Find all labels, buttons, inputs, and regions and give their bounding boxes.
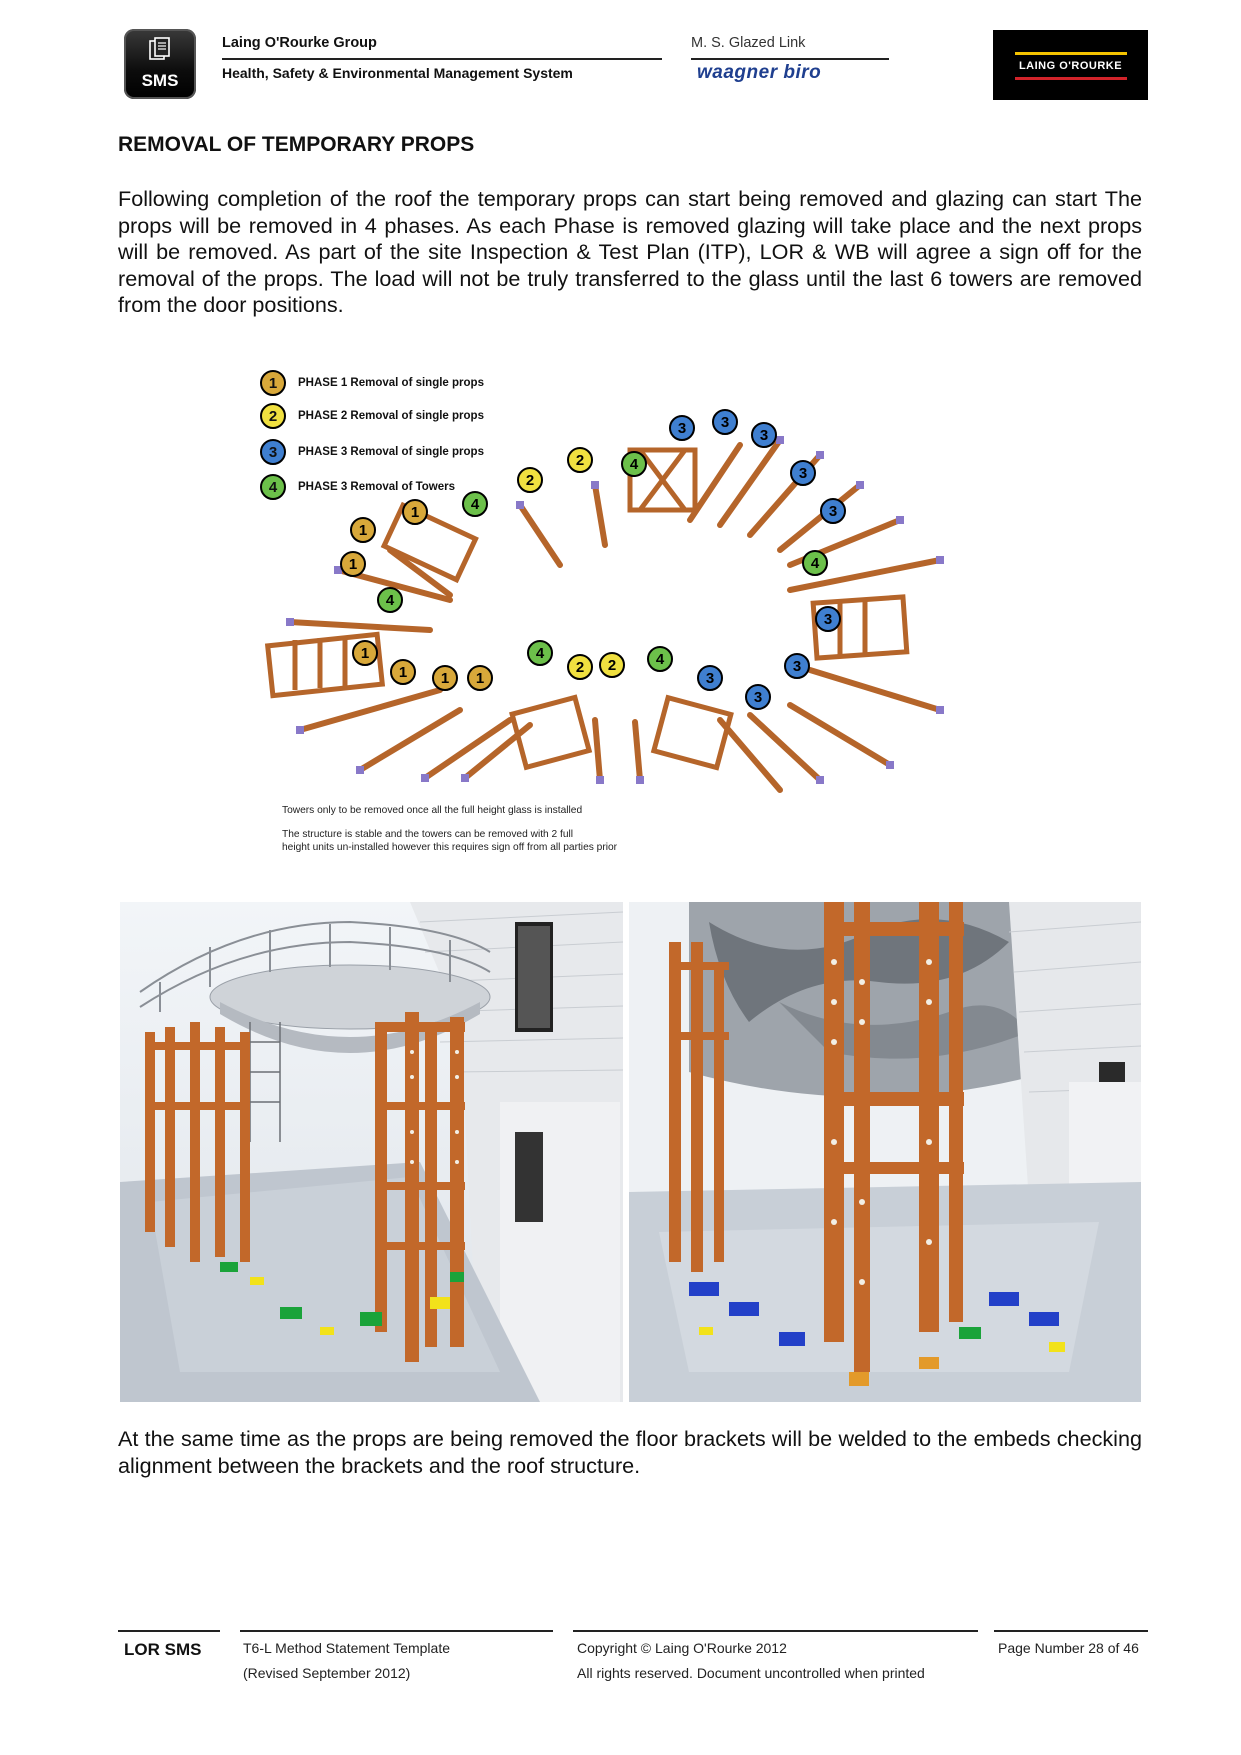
phase-marker xyxy=(816,607,840,631)
prop xyxy=(790,705,890,765)
prop-removal-diagram xyxy=(250,360,1010,870)
sms-logo xyxy=(124,29,196,99)
phase-marker xyxy=(746,685,770,709)
svg-text:3: 3 xyxy=(798,465,808,482)
svg-text:1: 1 xyxy=(348,556,358,573)
phase-marker xyxy=(698,666,722,690)
svg-text:1: 1 xyxy=(475,670,485,687)
svg-text:2: 2 xyxy=(607,657,617,674)
phase-marker xyxy=(752,423,776,447)
company-name: Laing O'Rourke Group xyxy=(222,35,377,51)
document-icon xyxy=(148,37,172,65)
svg-text:2: 2 xyxy=(525,472,535,489)
header-divider-2 xyxy=(691,58,889,60)
phase-marker xyxy=(463,492,487,516)
tower-note: Towers only to be removed once all the full height glass is installed xyxy=(282,805,583,816)
prop xyxy=(595,720,600,780)
phase-badge: 1 xyxy=(260,370,286,396)
section-title: REMOVAL OF TEMPORARY PROPS xyxy=(118,133,475,156)
footer-divider xyxy=(118,1630,220,1632)
svg-text:1: 1 xyxy=(410,504,420,521)
footer-template: T6-L Method Statement Template xyxy=(243,1640,450,1656)
svg-text:1: 1 xyxy=(358,522,368,539)
phase-marker xyxy=(648,647,672,671)
phase-marker xyxy=(568,448,592,472)
phase-marker xyxy=(600,653,624,677)
phase-marker xyxy=(353,641,377,665)
svg-text:2: 2 xyxy=(575,452,585,469)
system-name: Health, Safety & Environmental Management System xyxy=(222,65,573,81)
footer-divider xyxy=(240,1630,553,1632)
svg-text:4: 4 xyxy=(629,456,639,473)
prop xyxy=(810,670,940,710)
svg-text:4: 4 xyxy=(810,555,820,572)
phase-marker xyxy=(468,666,492,690)
prop xyxy=(290,622,430,630)
phase-marker xyxy=(803,551,827,575)
tower xyxy=(654,698,731,768)
svg-text:4: 4 xyxy=(385,592,395,609)
legend-label: PHASE 1 Removal of single props xyxy=(298,377,484,389)
laing-orourke-logo xyxy=(993,30,1148,100)
render-right-image xyxy=(629,902,1141,1402)
phase-marker xyxy=(821,499,845,523)
phase-marker xyxy=(568,655,592,679)
phase-marker xyxy=(341,552,365,576)
svg-text:1: 1 xyxy=(360,645,370,662)
phase-marker xyxy=(351,518,375,542)
project-name: M. S. Glazed Link xyxy=(691,35,806,51)
legend-label: PHASE 3 Removal of Towers xyxy=(298,481,455,493)
prop xyxy=(595,485,605,545)
stability-note-line1: The structure is stable and the towers can be removed with 2 full xyxy=(282,829,574,840)
header-divider xyxy=(222,58,662,60)
render-left-image xyxy=(120,902,623,1402)
phase-marker xyxy=(378,588,402,612)
phase-badge: 2 xyxy=(260,403,286,429)
intro-paragraph: Following completion of the roof the temporary props can start being removed and glazing can start The props will be removed in 4 phases. As each Phase is removed glazing will take place and the next props will be removed. As part of the site Inspection & Test Plan (ITP), LOR & WB will agree a sign off for the removal of the props. The load will not be truly transferred to the glass until the last 6 towers are removed from the door positions. xyxy=(118,186,1142,317)
svg-text:3: 3 xyxy=(792,658,802,675)
waagner-biro-logo: waagner biro xyxy=(697,62,822,83)
svg-text:4: 4 xyxy=(655,651,665,668)
phase-marker xyxy=(391,660,415,684)
footer-page-number: Page Number 28 of 46 xyxy=(998,1640,1139,1656)
prop xyxy=(300,690,440,730)
svg-text:1: 1 xyxy=(440,670,450,687)
laing-orourke-logo-text: LAING O'ROURKE xyxy=(1018,60,1123,72)
phase-marker xyxy=(791,461,815,485)
phase-marker xyxy=(785,654,809,678)
footer-copyright: Copyright © Laing O'Rourke 2012 xyxy=(577,1640,787,1656)
footer-rights: All rights reserved. Document uncontrolled when printed xyxy=(577,1665,925,1681)
svg-text:2: 2 xyxy=(575,659,585,676)
svg-text:3: 3 xyxy=(720,414,730,431)
closing-paragraph: At the same time as the props are being removed the floor brackets will be welded to the embeds checking alignment between the brackets and the roof structure. xyxy=(118,1426,1142,1478)
svg-text:4: 4 xyxy=(470,496,480,513)
svg-text:4: 4 xyxy=(535,645,545,662)
tower xyxy=(384,505,476,580)
phase-marker xyxy=(713,410,737,434)
phase-marker xyxy=(528,641,552,665)
footer-divider xyxy=(573,1630,978,1632)
phase-badge: 3 xyxy=(260,439,286,465)
legend-label: PHASE 2 Removal of single props xyxy=(298,410,484,422)
phase-marker xyxy=(622,452,646,476)
stability-note-line2: height units un-installed however this requires sign off from all parties prior xyxy=(282,842,618,853)
phase-marker xyxy=(403,500,427,524)
prop xyxy=(635,722,640,780)
footer-revision: (Revised September 2012) xyxy=(243,1665,411,1681)
svg-text:3: 3 xyxy=(828,503,838,520)
prop-layout-plan xyxy=(250,360,1010,820)
phase-marker xyxy=(670,416,694,440)
svg-text:3: 3 xyxy=(705,670,715,687)
footer-divider xyxy=(994,1630,1148,1632)
prop xyxy=(520,505,560,565)
svg-text:3: 3 xyxy=(823,611,833,628)
phase-marker xyxy=(518,468,542,492)
phase-marker xyxy=(433,666,457,690)
footer-brand: LOR SMS xyxy=(124,1640,202,1659)
sms-logo-label: SMS xyxy=(141,71,179,90)
legend-label: PHASE 3 Removal of single props xyxy=(298,446,484,458)
svg-text:3: 3 xyxy=(753,689,763,706)
svg-text:3: 3 xyxy=(677,420,687,437)
svg-text:3: 3 xyxy=(759,427,769,444)
phase-badge: 4 xyxy=(260,474,286,500)
svg-text:1: 1 xyxy=(398,664,408,681)
